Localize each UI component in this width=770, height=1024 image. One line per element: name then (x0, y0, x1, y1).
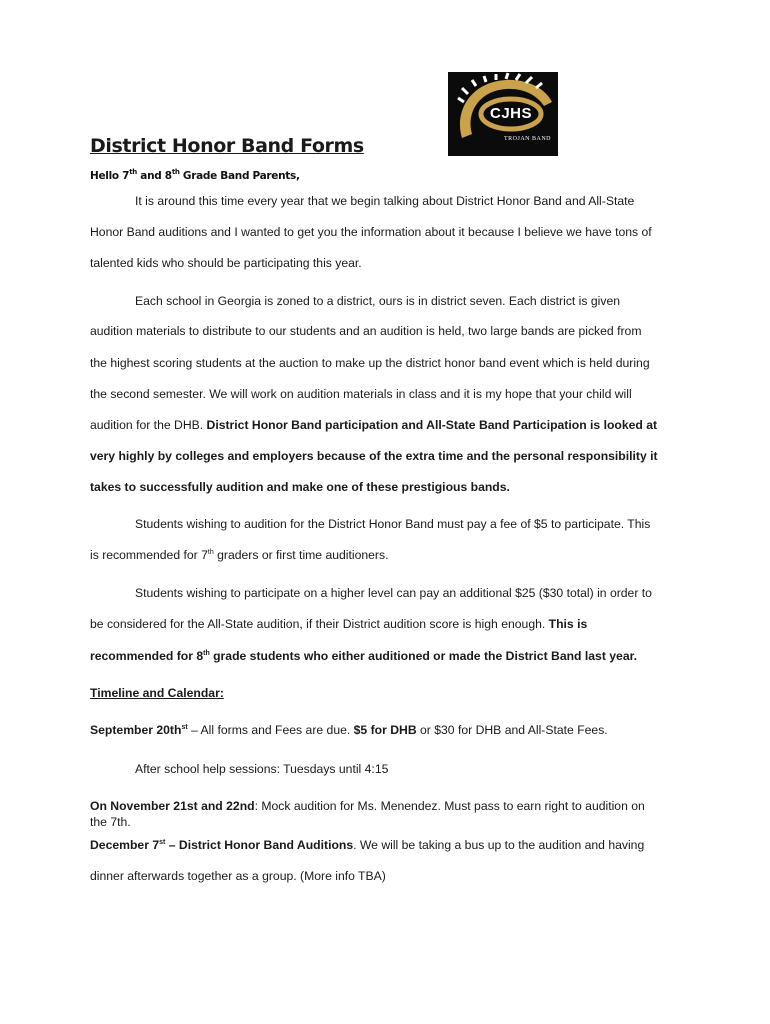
paragraph-1-line-2: Honor Band auditions and I wanted to get you the information about it because I believe we have tons of (90, 225, 652, 239)
timeline-december-cont: dinner afterwards together as a group. (More info TBA) (90, 869, 386, 883)
paragraph-3-line-2: is recommended for 7th graders or first time auditioners. (90, 548, 389, 562)
greeting: Hello 7th and 8th Grade Band Parents, (90, 168, 300, 182)
paragraph-2-line-6: very highly by colleges and employers because of the extra time and the personal responsibility it (90, 449, 658, 463)
paragraph-1-line-1: It is around this time every year that we begin talking about District Honor Band and All-State (135, 194, 635, 208)
paragraph-2-line-4: the second semester. We will work on audition materials in class and it is my hope that your child will (90, 387, 632, 401)
timeline-september: September $20th^{st}$ – All forms and Fees are due. $5 for DHB or $30 for DHB and All-State Fees. (90, 723, 608, 737)
timeline-november: On November 21st and 22nd: Mock audition for Ms. Menendez. Must pass to earn right to audition on (90, 799, 645, 813)
paragraph-2-line-7: takes to successfully audition and make one of these prestigious bands. (90, 480, 510, 494)
paragraph-4-line-2: be considered for the All-State audition, if their District audition score is high enough. This is (90, 617, 588, 631)
paragraph-2-line-3: the highest scoring students at the auction to make up the district honor band event which is held during (90, 356, 650, 370)
timeline-heading: Timeline and Calendar: (90, 686, 224, 700)
logo-text: CJHS (489, 105, 532, 122)
timeline-december: December 7st – District Honor Band Auditions. We will be taking a bus up to the audition and having (90, 838, 645, 852)
page-title: District Honor Band Forms (90, 135, 364, 157)
timeline-november-cont: the 7th. (90, 815, 131, 829)
paragraph-2-line-1: Each school in Georgia is zoned to a district, ours is in district seven. Each district is given (135, 294, 621, 308)
paragraph-2-line-5: audition for the DHB. District Honor Band participation and All-State Band Participation is looked at (90, 418, 658, 432)
paragraph-4-line-1: Students wishing to participate on a higher level can pay an additional $25 ($30 total) in order to (135, 586, 652, 600)
paragraph-1-line-3: talented kids who should be participating this year. (90, 256, 362, 270)
paragraph-2-line-2: audition materials to distribute to our students and an audition is held, two large bands are picked from (90, 324, 642, 338)
paragraph-3-line-1: Students wishing to audition for the District Honor Band must pay a fee of $5 to participate. This (135, 517, 651, 531)
paragraph-4-line-3: recommended for 8th grade students who either auditioned or made the District Band last year. (90, 649, 638, 663)
cjhs-trojan-band-logo (448, 72, 558, 156)
logo-subtext: TROJAN BAND (504, 136, 552, 142)
timeline-after-school: After school help sessions: Tuesdays until 4:15 (135, 762, 389, 776)
